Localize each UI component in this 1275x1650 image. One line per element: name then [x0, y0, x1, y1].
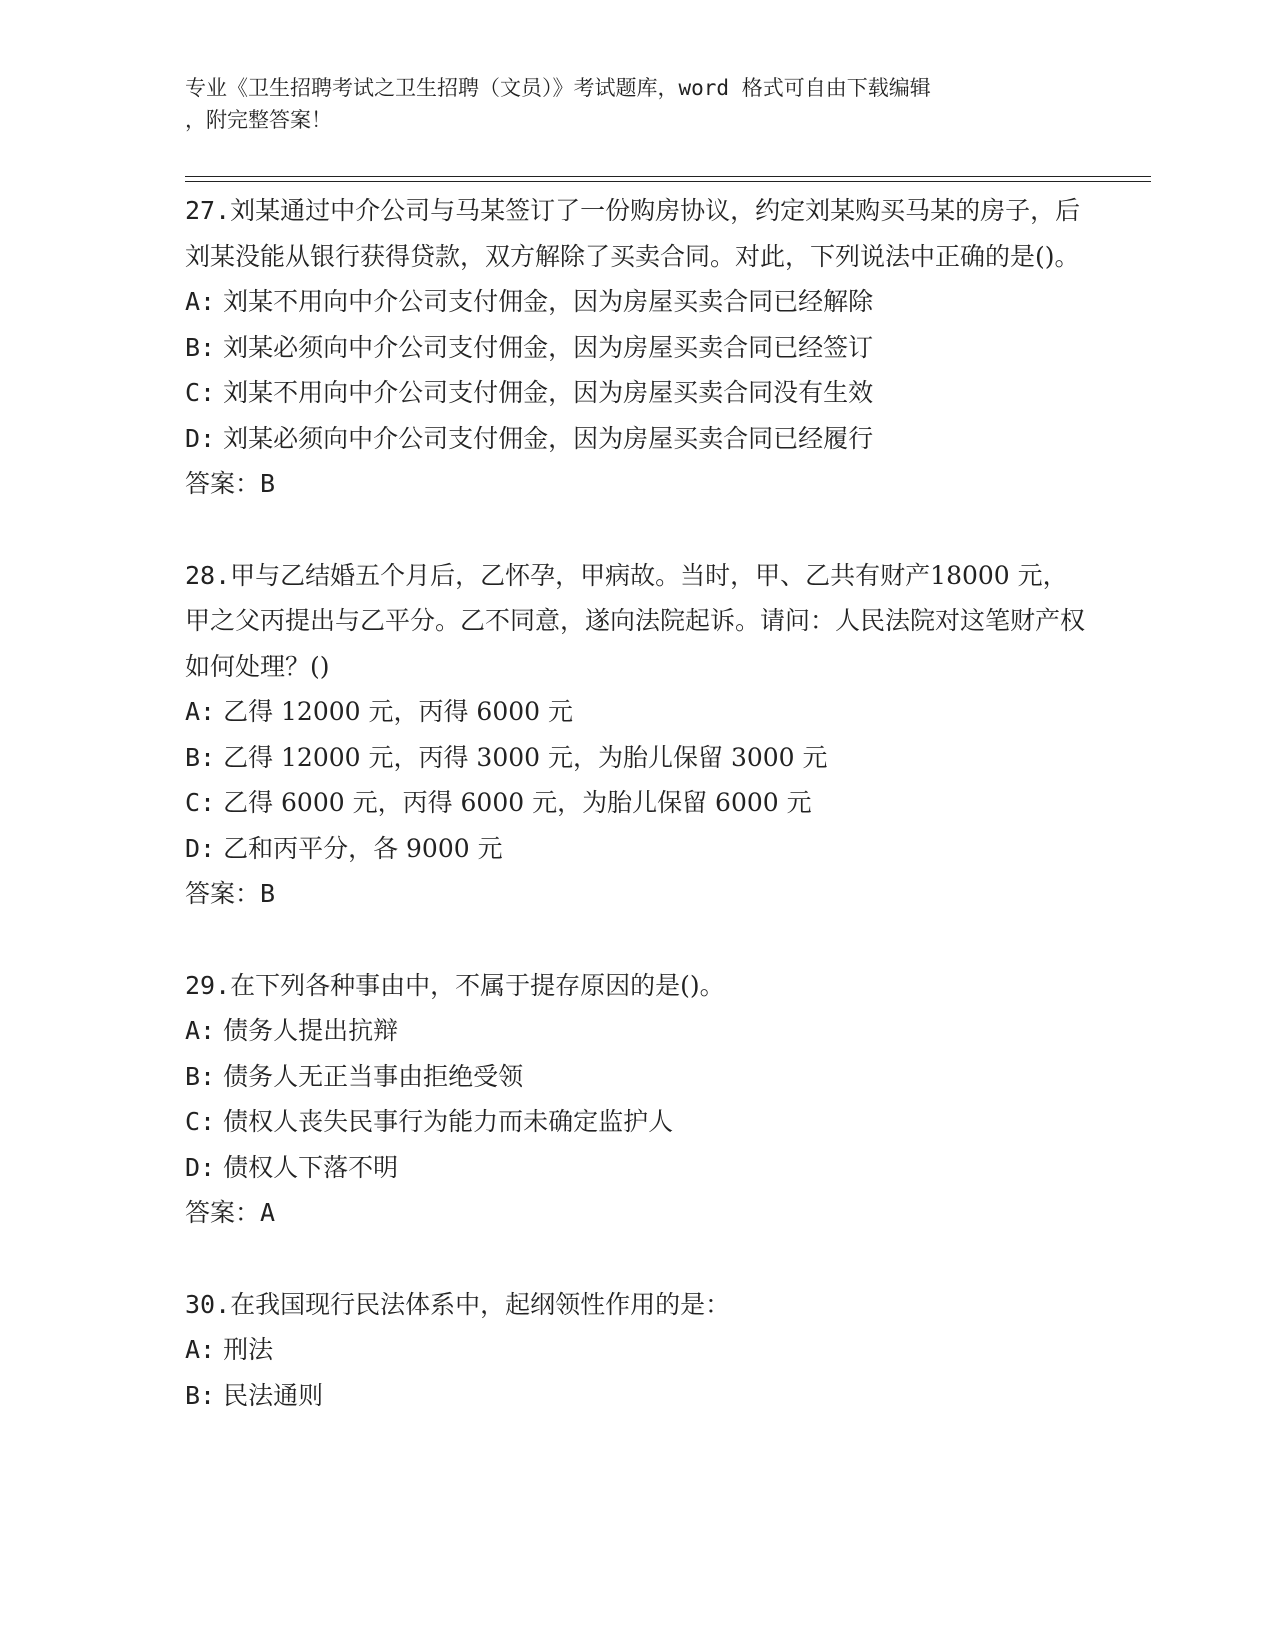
header-double-rule: [185, 176, 1151, 182]
option-b: [185, 325, 1085, 371]
option-letter: A:: [185, 1335, 216, 1364]
question-number: 28.: [185, 560, 231, 590]
option-c: [185, 780, 1085, 826]
option-letter: A:: [185, 1016, 216, 1045]
question-stem: [185, 963, 1085, 1009]
answer-line: [185, 871, 1085, 917]
answer-label: 答案：: [185, 1198, 261, 1227]
answer-label: 答案：: [185, 879, 261, 908]
option-text: 债务人提出抗辩: [223, 1016, 399, 1045]
option-letter: C:: [185, 1107, 216, 1136]
option-a: [185, 1327, 1085, 1373]
answer-value: B: [260, 879, 276, 908]
answer-value: B: [260, 469, 276, 498]
option-d: [185, 1145, 1085, 1191]
option-a: [185, 689, 1085, 735]
question-number: 27.: [185, 196, 231, 225]
option-letter: C:: [185, 378, 216, 407]
answer-label: 答案：: [185, 469, 261, 498]
answer-value: A: [260, 1198, 276, 1227]
option-letter: B:: [185, 742, 216, 772]
option-letter: D:: [185, 833, 216, 863]
question-text: 刘某通过中介公司与马某签订了一份购房协议，约定刘某购买马某的房子，后刘某没能从银行获得贷款，双方解除了买卖合同。对此，下列说法中正确的是()。: [185, 196, 1081, 271]
question-number: 30.: [185, 1289, 231, 1319]
question-text: 在下列各种事由中，不属于提存原因的是()。: [230, 970, 725, 1000]
option-text: 乙得 6000 元，丙得 6000 元，为胎儿保留 6000 元: [223, 788, 812, 817]
option-d: [185, 826, 1085, 872]
option-a: [185, 279, 1085, 325]
rule-line-bottom: [185, 181, 1151, 182]
option-letter: C:: [185, 788, 216, 817]
question-28: [185, 553, 1085, 917]
option-text: 民法通则: [223, 1380, 324, 1410]
question-30: [185, 1282, 1085, 1419]
question-stem: [185, 188, 1085, 279]
option-text: 债权人丧失民事行为能力而未确定监护人: [223, 1107, 674, 1136]
option-letter: D:: [185, 1152, 216, 1182]
question-29: [185, 963, 1085, 1236]
option-d: [185, 416, 1085, 462]
option-text: 刘某必须向中介公司支付佣金，因为房屋买卖合同已经履行: [223, 423, 874, 453]
question-text: 甲与乙结婚五个月后，乙怀孕，甲病故。当时，甲、乙共有财产18000 元，甲之父丙提出与乙平分。乙不同意，遂向法院起诉。请问：人民法院对这笔财产权如何处理？(): [185, 560, 1086, 681]
question-stem: [185, 553, 1085, 690]
option-letter: B:: [185, 1380, 216, 1410]
header-title-line-2: ，附完整答案！: [185, 108, 332, 132]
option-text: 刘某必须向中介公司支付佣金，因为房屋买卖合同已经签订: [223, 332, 874, 362]
option-text: 刘某不用向中介公司支付佣金，因为房屋买卖合同没有生效: [223, 378, 874, 407]
question-stem: [185, 1282, 1085, 1328]
answer-line: [185, 461, 1085, 507]
option-b: [185, 1373, 1085, 1419]
option-text: 乙和丙平分，各 9000 元: [223, 833, 503, 863]
option-text: 刘某不用向中介公司支付佣金，因为房屋买卖合同已经解除: [223, 287, 874, 316]
option-letter: B:: [185, 332, 216, 362]
answer-line: [185, 1190, 1085, 1236]
option-letter: A:: [185, 287, 216, 316]
option-text: 刑法: [223, 1335, 274, 1364]
option-letter: A:: [185, 697, 216, 726]
option-a: [185, 1008, 1085, 1054]
option-text: 乙得 12000 元，丙得 3000 元，为胎儿保留 3000 元: [223, 742, 828, 772]
question-27: [185, 188, 1085, 507]
option-letter: B:: [185, 1061, 216, 1091]
question-number: 29.: [185, 970, 231, 1000]
header-title-line-1: 专业《卫生招聘考试之卫生招聘（文员）》考试题库，word 格式可自由下载编辑: [185, 76, 931, 100]
page-header: [185, 72, 1085, 136]
option-c: [185, 1099, 1085, 1145]
option-text: 债权人下落不明: [223, 1152, 399, 1182]
question-list: [185, 188, 1085, 1464]
option-b: [185, 735, 1085, 781]
question-text: 在我国现行民法体系中，起纲领性作用的是：: [230, 1289, 731, 1319]
option-letter: D:: [185, 423, 216, 453]
option-b: [185, 1054, 1085, 1100]
option-c: [185, 370, 1085, 416]
rule-line-top: [185, 176, 1151, 177]
option-text: 债务人无正当事由拒绝受领: [223, 1061, 524, 1091]
option-text: 乙得 12000 元，丙得 6000 元: [223, 697, 574, 726]
